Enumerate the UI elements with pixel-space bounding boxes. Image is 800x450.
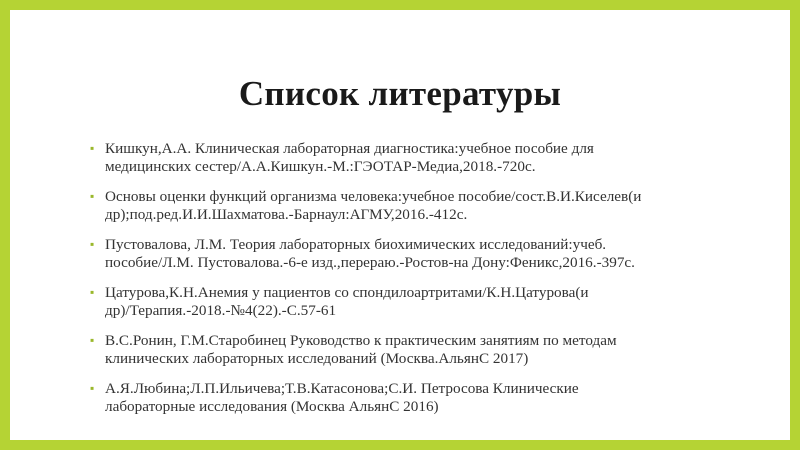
reference-text-line: Основы оценки функций организма человека:учебное пособие/сост.В.И.Киселев(и xyxy=(105,188,642,205)
reference-text-line: Цатурова,К.Н.Анемия у пациентов со спондилоартритами/К.Н.Цатурова(и xyxy=(105,284,589,301)
reference-item xyxy=(90,380,730,415)
reference-item xyxy=(90,236,730,271)
reference-item xyxy=(90,188,730,223)
slide-title: Список литературы xyxy=(238,74,562,113)
square-bullet-icon: ▪ xyxy=(90,237,95,251)
reference-item xyxy=(90,284,730,319)
reference-text-line: др);под.ред.И.И.Шахматова.-Барнаул:АГМУ,2016.-412с. xyxy=(105,205,468,223)
reference-item xyxy=(90,332,730,367)
square-bullet-icon: ▪ xyxy=(90,333,95,347)
reference-text-line: Кишкун,А.А. Клиническая лабораторная диагностика:учебное пособие для xyxy=(105,140,594,157)
reference-text-line: Пустовалова, Л.М. Теория лабораторных биохимических исследований:учеб. xyxy=(105,236,607,253)
square-bullet-icon: ▪ xyxy=(90,381,95,395)
reference-text-line: др)/Терапия.-2018.-№4(22).-С.57-61 xyxy=(105,301,337,319)
reference-list xyxy=(90,140,730,428)
reference-text-line: В.С.Ронин, Г.М.Старобинец Руководство к практическим занятиям по методам xyxy=(105,332,617,349)
reference-item xyxy=(90,140,730,175)
reference-text-line: медицинских сестер/А.А.Кишкун.-М.:ГЭОТАР-Медиа,2018.-720с. xyxy=(105,157,536,175)
square-bullet-icon: ▪ xyxy=(90,285,95,299)
reference-text-line: клинических лабораторных исследований (Москва.АльянС 2017) xyxy=(105,349,529,367)
square-bullet-icon: ▪ xyxy=(90,189,95,203)
square-bullet-icon: ▪ xyxy=(90,141,95,155)
reference-text-line: пособие/Л.М. Пустовалова.-6-е изд.,перераю.-Ростов-на Дону:Феникс,2016.-397с. xyxy=(105,253,635,271)
reference-text-line: А.Я.Любина;Л.П.Ильичева;Т.В.Катасонова;С.И. Петросова Клинические xyxy=(105,380,579,397)
reference-text-line: лабораторные исследования (Москва АльянС 2016) xyxy=(105,397,439,415)
